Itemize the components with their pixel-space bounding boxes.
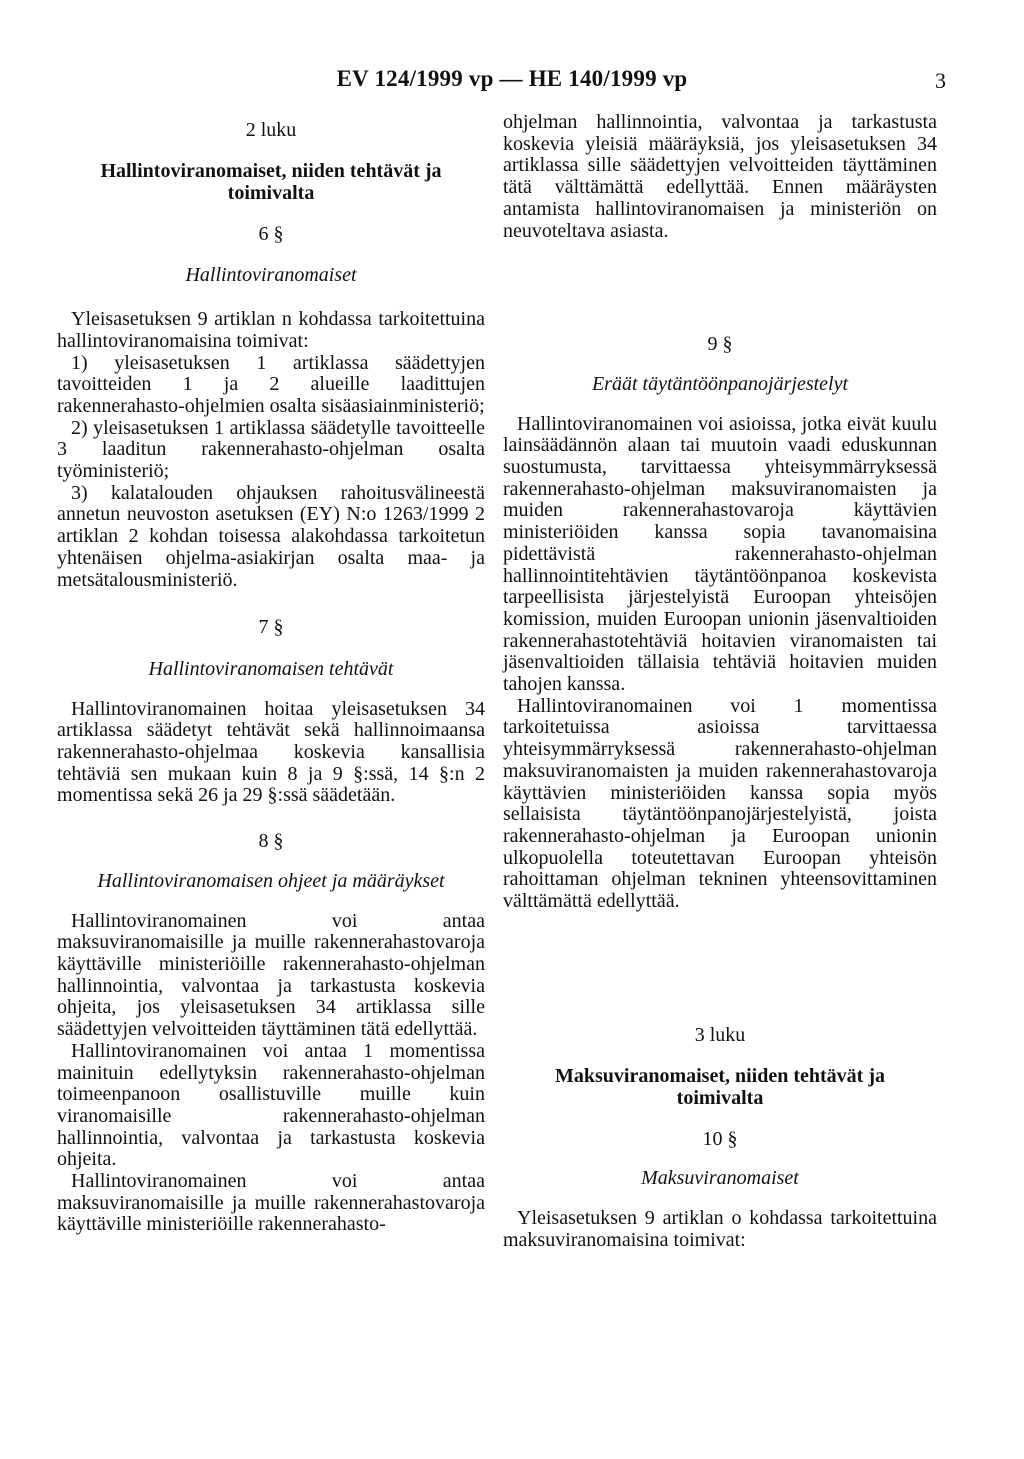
section-10-number: 10 § [702,1127,738,1150]
section-8-paragraph-1: Hallintoviranomainen voi antaa maksuviranomaisille ja muille rakennerahastovaroja käyttäville ministeriöille rakennerahasto-ohjelman hallinnointia, valvontaa ja tarkastusta koskevia ohjeita, jos yleisasetuksen 34 artiklassa sille säädettyjen velvoitteiden täyttäminen tätä edellyttää. [57,909,485,1041]
section-8-number: 8 § [258,830,284,853]
section-8-continuation: ohjelman hallinnointia, valvontaa ja tarkastusta koskevia yleisiä määräyksiä, jos yleisasetuksen 34 artiklassa sille säädettyjen velvoitteiden täyttäminen tätä välttämättä edellyttää. Ennen määräysten antamista hallintoviranomaisen ja ministeriön on neuvoteltava asiasta. [503,111,937,242]
section-7-text: Hallintoviranomainen hoitaa yleisasetuksen 34 artiklassa säädetyt tehtävät sekä hallinnoimaansa rakennerahasto-ohjelmaa koskevia kansallisia tehtäviä sen mukaan kuin 8 ja 9 §:ssä, 14 §:n 2 momentissa sekä 26 ja 29 §:ssä säädetään. [57,697,485,807]
section-8-heading: Hallintoviranomaisen ohjeet ja määräykset [97,869,445,892]
section-6-item-2: 2) yleisasetuksen 1 artiklassa säädetylle tavoitteelle 3 laaditun rakennerahasto-ohjelman osalta työministeriö; [57,416,485,483]
section-9-paragraph-2: Hallintoviranomainen voi 1 momentissa tarkoitetuissa asioissa tarvittaessa yhteisymmärryksessä rakennerahasto-ohjelman maksuviranomaisten ja muiden rakennerahastovaroja käyttävien ministeriöiden kanssa sopia myös sellaisista täytäntöönpanojärjestelyistä, joista rakennerahasto-ohjelman ja Euroopan unionin ulkopuolella toteutettavan Euroopan yhteisön rahoittaman ohjelman tekninen yhteensovittaminen välttämättä edellyttää. [503,694,937,913]
section-6-heading: Hallintoviranomaiset [185,264,357,287]
chapter-2-label: 2 luku [245,119,297,141]
chapter-2-title: Hallintoviranomaiset, niiden tehtävät ja toimivalta [100,159,442,204]
page-number: 3 [935,68,946,93]
section-8-paragraph-3: Hallintoviranomainen voi antaa maksuviranomaisille ja muille rakennerahastovaroja käyttäville ministeriöille rakennerahasto- [57,1170,485,1236]
section-9-paragraph-1: Hallintoviranomainen voi asioissa, jotka eivät kuulu lainsäädännön alaan tai muutoin vaadi eduskunnan suostumusta, tarvittaessa yhteisymmärryksessä rakennerahasto-ohjelman maksuviranomaisten ja muiden rakennerahastovaroja käyttävien ministeriöiden kanssa sopia tavanomaisina pidettävistä rakennerahasto-ohjelman hallinnointitehtävien täytäntöönpanoa koskevista tarpeellisista järjestelyistä Euroopan yhteisöjen komission, muiden Euroopan unionin jäsenvaltioiden rakennerahastotehtäviä hoitavien viranomaisten tai jäsenvaltioiden tällaisia tehtäviä hoitavien muiden tahojen kanssa. [503,412,937,696]
section-9-heading: Eräät täytäntöönpanojärjestelyt [591,372,849,395]
section-10-heading: Maksuviranomaiset [641,1167,799,1190]
section-7-number: 7 § [258,616,284,639]
page-header [0,66,1024,106]
section-10-intro: Yleisasetuksen 9 artiklan o kohdassa tarkoitettuina maksuviranomaisina toimivat: [503,1206,937,1251]
document-title: EV 124/1999 vp — HE 140/1999 vp [336,66,688,91]
section-7-heading: Hallintoviranomaisen tehtävät [148,657,394,680]
section-8-paragraph-2: Hallintoviranomainen voi antaa 1 momentissa mainituin edellytyksin rakennerahasto-ohjelman toimeenpanoon osallistuville muille kuin viranomaisille rakennerahasto-ohjelman hallinnointia, valvontaa ja tarkastusta koskevia ohjeita. [57,1039,485,1171]
section-9-number: 9 § [707,333,733,356]
left-column [57,112,485,1236]
section-6-number: 6 § [258,222,284,245]
section-6-item-1: 1) yleisasetuksen 1 artiklassa säädettyjen tavoitteiden 1 ja 2 alueille laadittujen rakennerahasto-ohjelmien osalta sisäasiainministeriö; [57,351,485,417]
right-column [503,112,937,1251]
section-6-item-3: 3) kalatalouden ohjauksen rahoitusvälineestä annetun neuvoston asetuksen (EY) N:o 1263/1999 2 artiklan 2 kohdan toisessa alakohdassa tarkoitetun yhtenäisen ohjelma-asiakirjan osalta maa- ja metsätalousministeriö. [57,481,485,591]
section-6-intro: Yleisasetuksen 9 artiklan n kohdassa tarkoitettuina hallintoviranomaisina toimivat: [57,308,485,352]
chapter-3-title: Maksuviranomaiset, niiden tehtävät ja toimivalta [555,1064,885,1109]
chapter-3-label: 3 luku [694,1023,746,1046]
